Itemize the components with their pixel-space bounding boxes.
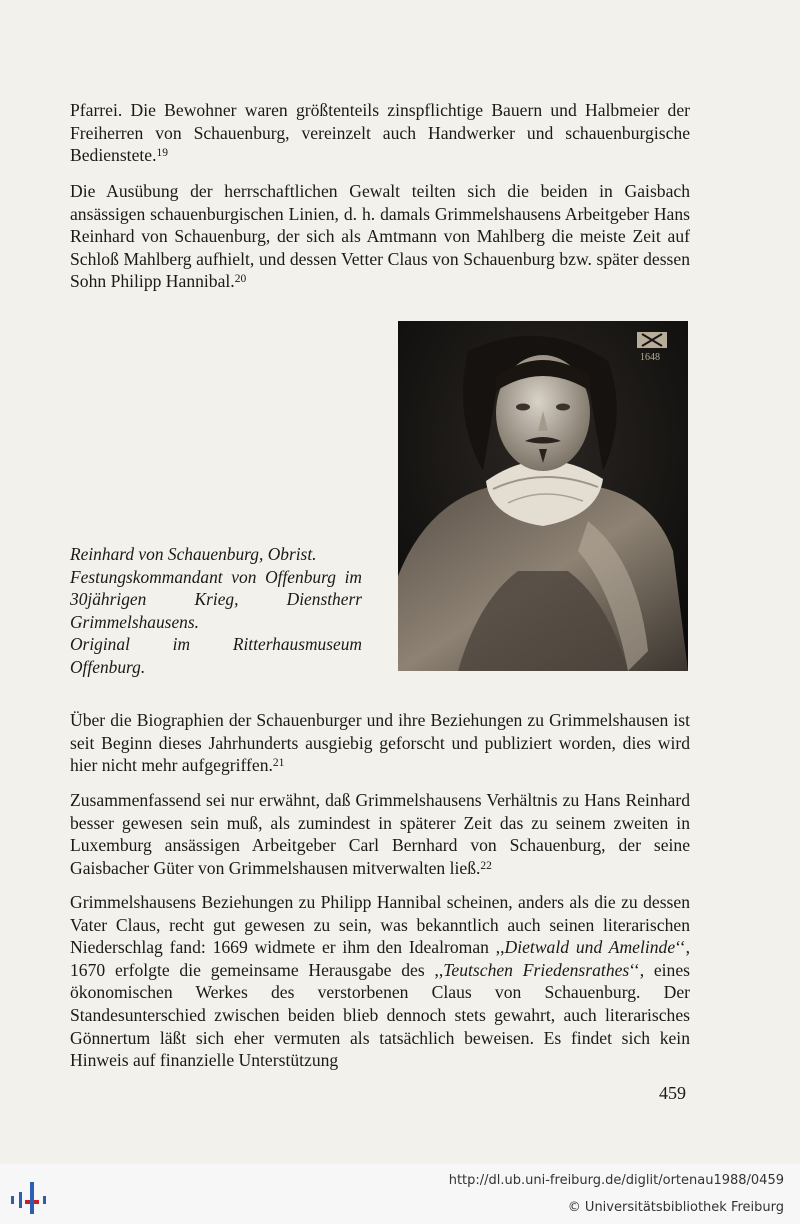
book-title: Teutschen Friedensrathes	[443, 959, 630, 980]
copyright-notice: © Universitätsbibliothek Freiburg	[567, 1200, 784, 1215]
library-logo-icon	[8, 1176, 56, 1216]
document-url-link[interactable]: http://dl.ub.uni-freiburg.de/diglit/ortenau1988/0459	[448, 1173, 784, 1188]
footnote-ref: 20	[234, 273, 247, 286]
footnote-ref: 21	[272, 757, 285, 770]
paragraph: Grimmelshausens Beziehungen zu Philipp Hannibal scheinen, anders als die zu dessen Vater Claus, recht gut gewesen zu sein, was bekanntlich auch seinen literarischen Niederschlag fand: 1669 widmete er ihm den Idealroman ,,Dietwald und Amelinde‘‘, 1670 erfolgte die gemeinsame Herausgabe des ,,Teutschen Friedensrathes‘‘, eines ökonomischen Werkes des verstorbenen Claus von Schauenburg. Der Standesunterschied zwischen beiden blieb dennoch stets gewahrt, auch literarisches Gönnertum läßt sich eher vermuten als tatsächlich beweisen. Es findet sich kein Hinweis auf finanzielle Unterstützung	[70, 892, 691, 1071]
paragraph: Pfarrei. Die Bewohner waren größtenteils zinspflichtige Bauern und Halbmeier der Freiherren von Schauenburg, vereinzelt auch Handwerker und schauenburgische Bedienstete.$^{19}$	[70, 100, 690, 166]
footnote-ref: 19	[156, 147, 168, 160]
paragraph: Die Ausübung der herrschaftlichen Gewalt teilten sich die beiden in Gaisbach ansässigen schauenburgischen Linien, d. h. damals Grimmelshausens Arbeitgeber Hans Reinhard von Schauenburg, der sich als Amtmann von Mahlberg die meiste Zeit auf Schloß Mahlberg aufhielt, und dessen Vetter Claus von Schauenburg bzw. später dessen Sohn Philipp Hannibal.$^{20}$	[70, 181, 690, 292]
footer-bar	[0, 1164, 800, 1224]
paragraph: Über die Biographien der Schauenburger und ihre Beziehungen zu Grimmelshausen ist seit Beginn dieses Jahrhunderts ausgiebig geforscht und publiziert worden, dies wird hier nicht mehr aufgegriffen.$^{21}$	[70, 710, 690, 776]
figure-caption: Reinhard von Schauenburg, Obrist. Festungskommandant von Offenburg im 30jährigen Krieg, Dienstherr Grimmelshausens. Original im Ritterhausmuseum Offenburg.	[70, 544, 362, 677]
portrait-painting	[398, 321, 688, 671]
paragraph: Zusammenfassend sei nur erwähnt, daß Grimmelshausens Verhältnis zu Hans Reinhard besser gewesen sein muß, als zumindest in späterer Zeit das zu seinem zweiten in Luxemburg ansässigen Arbeitgeber Carl Bernhard von Schauenburg, der seine Gaisbacher Güter von Grimmelshausen mitverwalten ließ.$^{22}$	[70, 790, 690, 878]
page-number: 459	[659, 1083, 686, 1103]
book-title: Dietwald und Amelinde	[504, 937, 676, 958]
painting-year: 1648	[640, 352, 660, 363]
footnote-ref: 22	[480, 859, 492, 872]
